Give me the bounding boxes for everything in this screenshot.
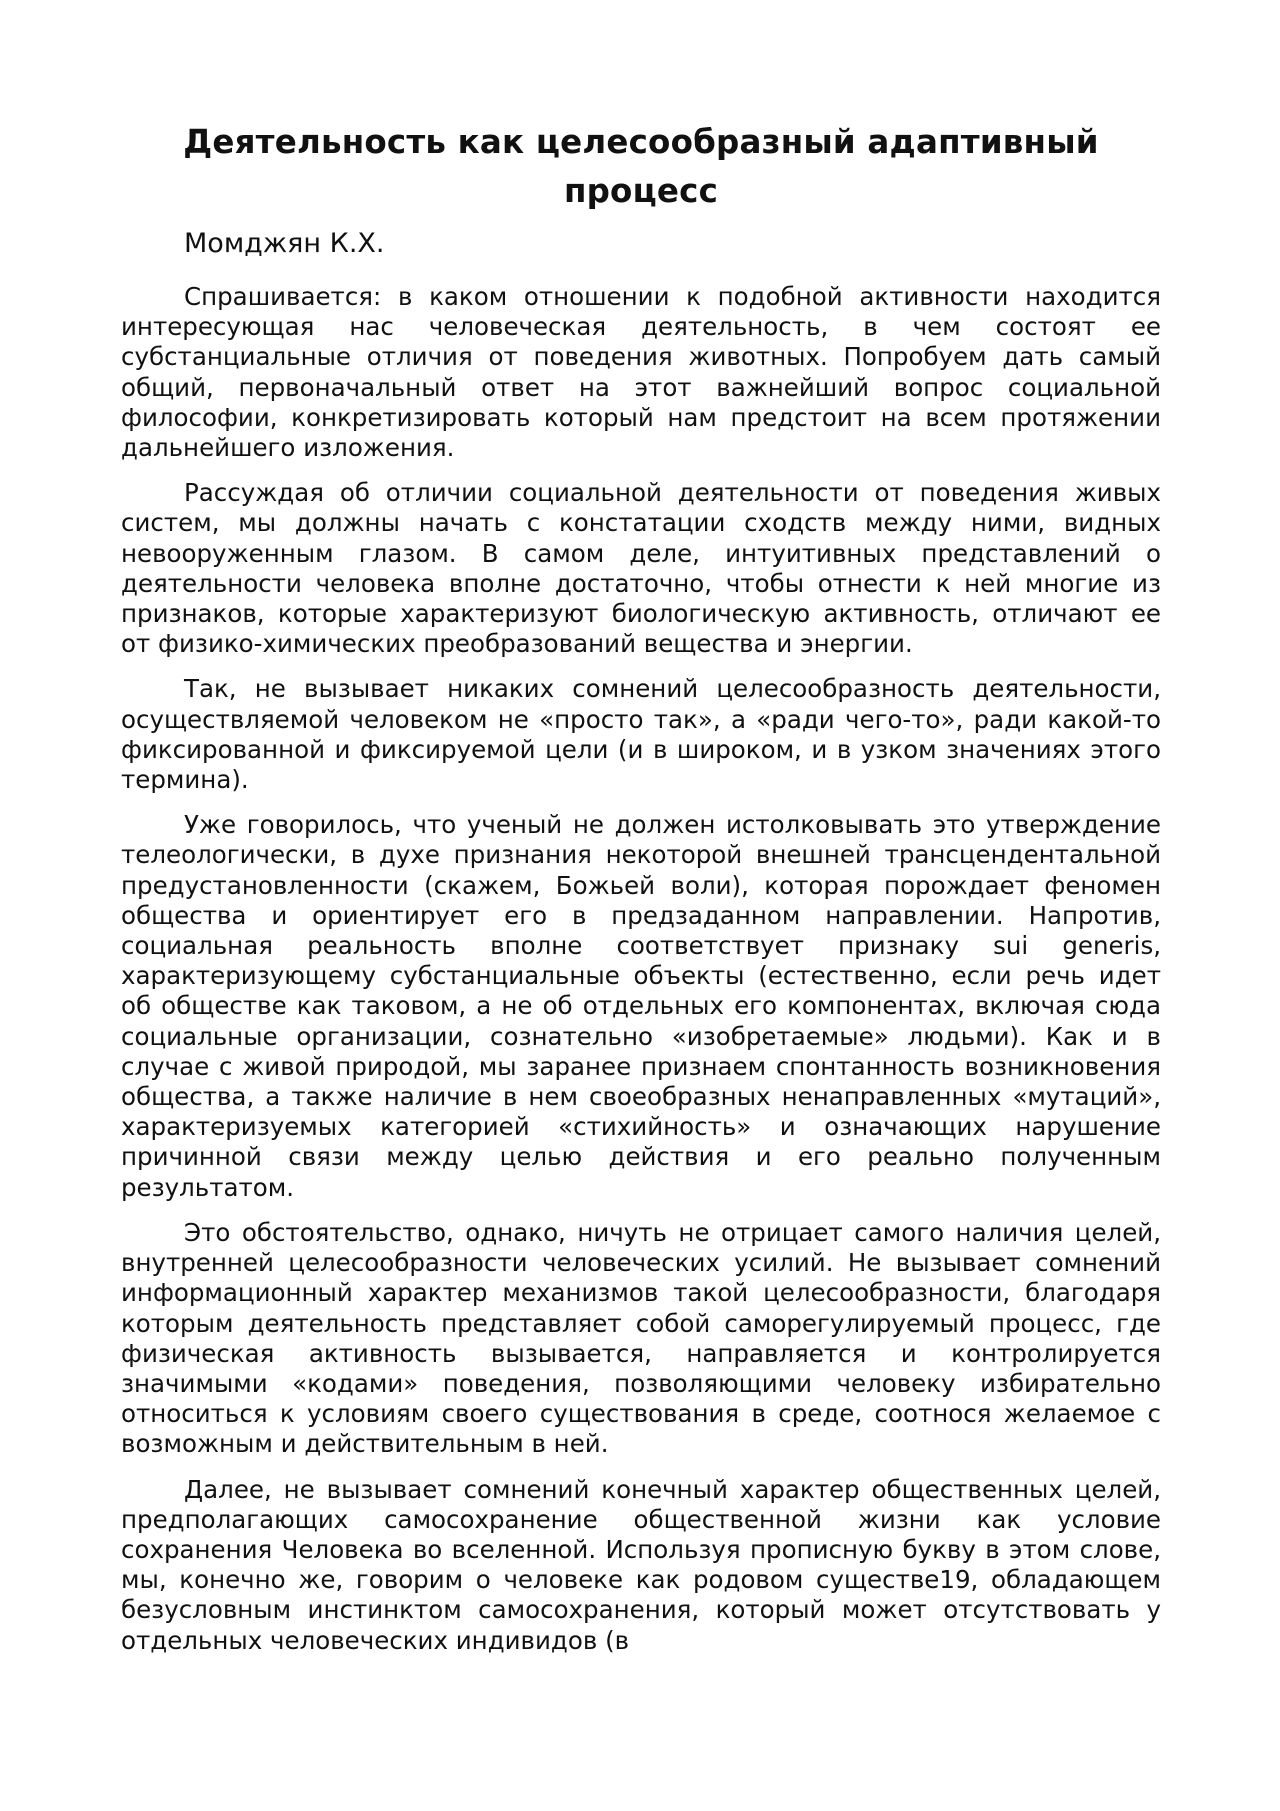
paragraph-2: Рассуждая об отличии социальной деятельности от поведения живых систем, мы должны начать с констатации сходств между ними, видных невооруженным глазом. В самом деле, интуитивных представлений о деятельности человека вполне достаточно, чтобы отнести к ней многие из признаков, которые характеризуют биологическую активность, отличают ее от физико-химических преобразований вещества и энергии.: [121, 478, 1161, 659]
paragraph-3: Так, не вызывает никаких сомнений целесообразность деятельности, осуществляемой человеком не «просто так», а «ради чего-то», ради какой-то фиксированной и фиксируемой цели (и в широком, и в узком значениях этого термина).: [121, 674, 1161, 795]
paragraph-5: Это обстоятельство, однако, ничуть не отрицает самого наличия целей, внутренней целесообразности человеческих усилий. Не вызывает сомнений информационный характер механизмов такой целесообразности, благодаря которым деятельность представляет собой саморегулируемый процесс, где физическая активность вызывается, направляется и контролируется значимыми «кодами» поведения, позволяющими человеку избирательно относиться к условиям своего существования в среде, соотнося желаемое с возможным и действительным в ней.: [121, 1217, 1161, 1459]
document-page: [121, 118, 1161, 1671]
document-author: Момджян К.Х.: [184, 228, 385, 259]
paragraph-1: Спрашивается: в каком отношении к подобной активности находится интересующая нас человеческая деятельность, в чем состоят ее субстанциальные отличия от поведения животных. Попробуем дать самый общий, первоначальный ответ на этот важнейший вопрос социальной философии, конкретизировать который нам предстоит на всем протяжении дальнейшего изложения.: [121, 282, 1161, 463]
document-title: Деятельность как целесообразный адаптивный процесс: [183, 123, 1099, 210]
paragraph-6: Далее, не вызывает сомнений конечный характер общественных целей, предполагающих самосохранение общественной жизни как условие сохранения Человека во вселенной. Используя прописную букву в этом слове, мы, конечно же, говорим о человеке как родовом существе19, обладающем безусловным инстинктом самосохранения, который может отсутствовать у отдельных человеческих индивидов (в: [121, 1474, 1161, 1655]
paragraph-4: Уже говорилось, что ученый не должен истолковывать это утверждение телеологически, в духе признания некоторой внешней трансцендентальной предустановленности (скажем, Божьей воли), которая порождает феномен общества и ориентирует его в предзаданном направлении. Напротив, социальная реальность вполне соответствует признаку sui generis, характеризующему субстанциальные объекты (естественно, если речь идет об обществе как таковом, а не об отдельных его компонентах, включая сюда социальные организации, сознательно «изобретаемые» людьми). Как и в случае с живой природой, мы заранее признаем спонтанность возникновения общества, а также наличие в нем своеобразных ненаправленных «мутаций», характеризуемых категорией «стихийность» и означающих нарушение причинной связи между целью действия и его реально полученным результатом.: [121, 810, 1161, 1202]
